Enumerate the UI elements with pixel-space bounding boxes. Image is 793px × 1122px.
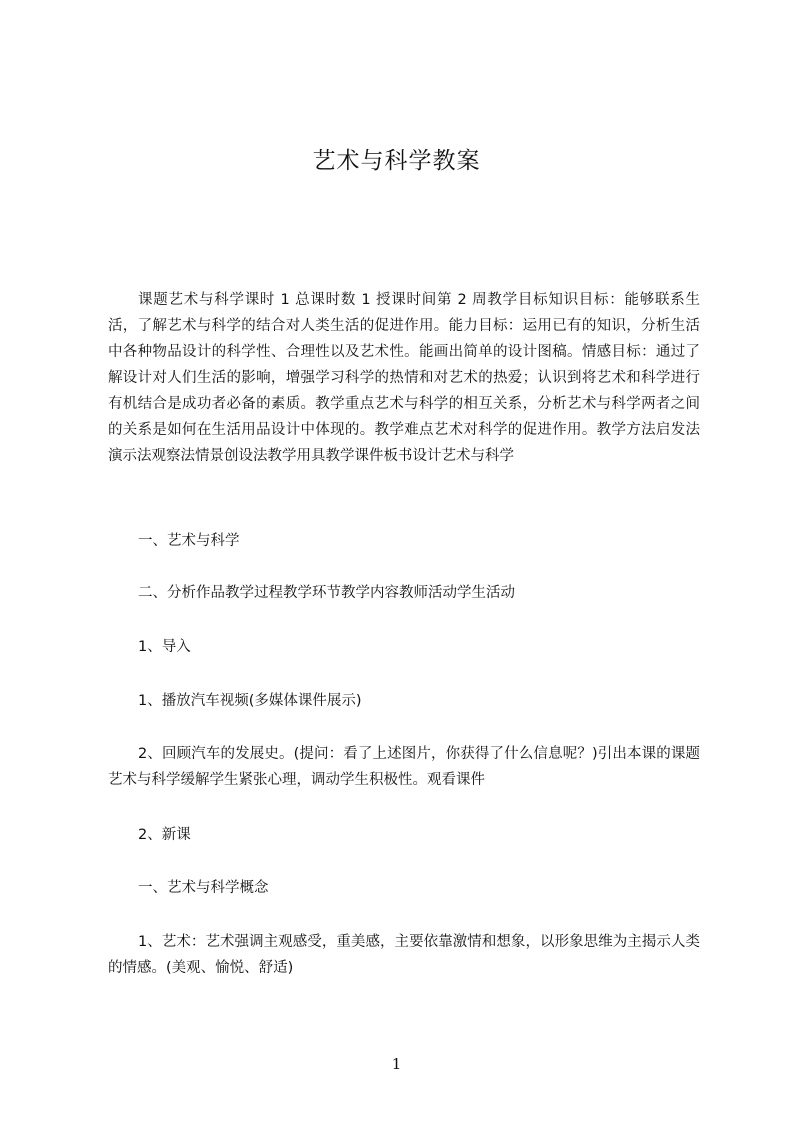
section-heading-art-science: 一、艺术与科学 <box>138 533 240 549</box>
section-heading-concept: 一、艺术与科学概念 <box>138 880 269 896</box>
page-number: 1 <box>391 1055 402 1073</box>
intro-paragraph: 课题艺术与科学课时 1 总课时数 1 授课时间第 2 周教学目标知识目标：能够联系生活，了解艺术与科学的结合对人类生活的促进作用。能力目标：运用已有的知识，分析生活中各种物品设计的科学性、合理性以及艺术性。能画出简单的设计图稿。情感目标：通过了解设计对人们生活的影响，增强学习科学的热情和对艺术的热爱；认识到将艺术和科学进行有机结合是成功者必备的素质。教学重点艺术与科学的相互关系，分析艺术与科学两者之间的关系是如何在生活用品设计中体现的。教学难点艺术对科学的促进作用。教学方法启发法演示法观察法情景创设法教学用具教学课件板书设计艺术与科学 <box>108 292 700 464</box>
item-new-lesson: 2、新课 <box>138 827 191 843</box>
document-title: 艺术与科学教案 <box>312 148 481 174</box>
section-heading-analysis: 二、分析作品教学过程教学环节教学内容教师活动学生活动 <box>138 585 515 601</box>
art-definition-paragraph: 1、艺术：艺术强调主观感受，重美感，主要依靠激情和想象，以形象思维为主揭示人类的情感。(美观、愉悦、舒适) <box>108 934 700 976</box>
item-play-video: 1、播放汽车视频(多媒体课件展示) <box>138 693 362 709</box>
review-paragraph: 2、回顾汽车的发展史。(提问：看了上述图片，你获得了什么信息呢？)引出本课的课题艺术与科学缓解学生紧张心理，调动学生积极性。观看课件 <box>108 746 700 788</box>
item-import: 1、导入 <box>138 639 191 655</box>
